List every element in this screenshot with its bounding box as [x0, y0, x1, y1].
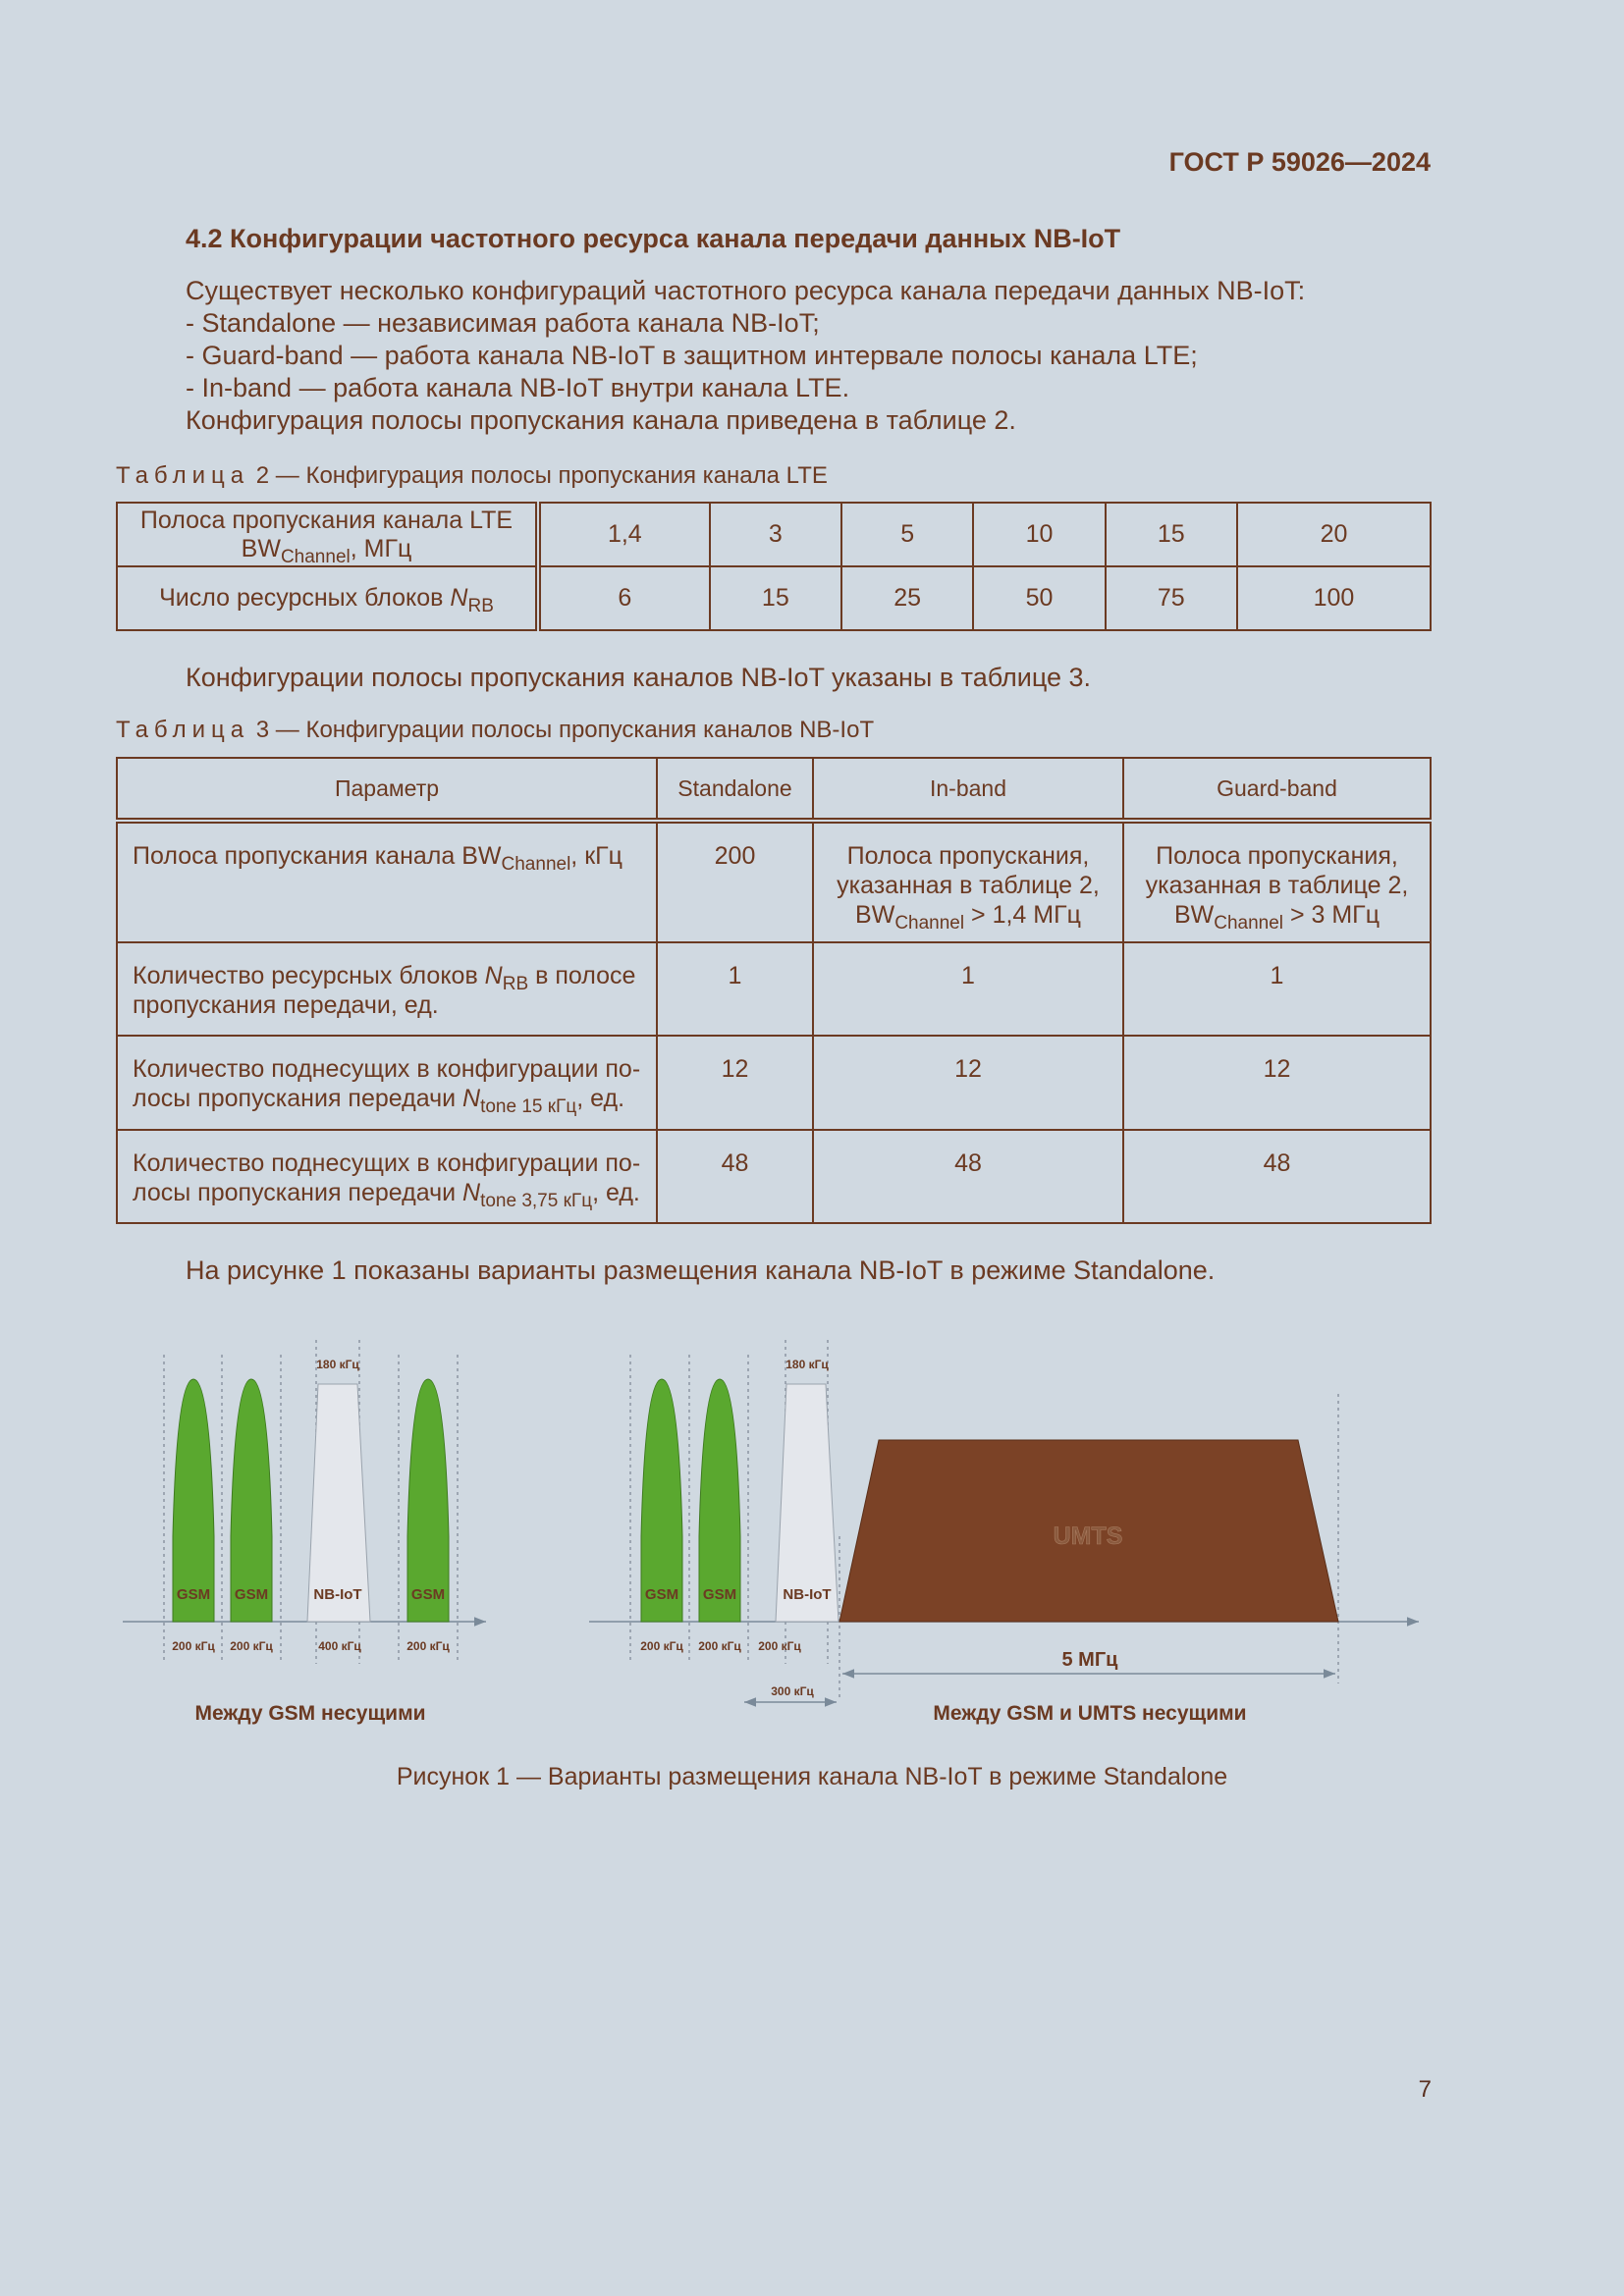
- page-number: 7: [1418, 2076, 1432, 2103]
- table2-cell: 25: [841, 566, 973, 630]
- table2-cell: 3: [710, 503, 841, 566]
- table2-cell: 15: [710, 566, 841, 630]
- table2-cell: 20: [1237, 503, 1431, 566]
- gsm-label: GSM: [234, 1586, 269, 1603]
- table2-cell: 75: [1106, 566, 1237, 630]
- spacing-300-label: 300 кГц: [771, 1684, 814, 1698]
- table3-cell: 1: [657, 942, 813, 1036]
- table-row: [117, 821, 1431, 942]
- umts-label: UMTS: [1053, 1522, 1123, 1550]
- list-item-guard-band: - Guard-band — работа канала NB-IoT в защитном интервале полосы канала LTE;: [186, 341, 1198, 370]
- table2: [116, 502, 1432, 631]
- left-panel: [123, 1340, 486, 1725]
- gsm-carrier-2: [231, 1379, 272, 1622]
- table3-cell: 12: [1123, 1036, 1431, 1130]
- bandwidth-180-label: 180 кГц: [785, 1358, 829, 1371]
- list-item-in-band: - In-band — работа канала NB-IoT внутри канала LTE.: [186, 373, 850, 402]
- gsm-label: GSM: [410, 1586, 446, 1603]
- table2-row1-label: Полоса пропускания канала LTE $BW_{Channel}$, МГц: [117, 503, 538, 566]
- nbiot-label: NB-IoT: [313, 1586, 362, 1603]
- table2-cell: 15: [1106, 503, 1237, 566]
- table3-cell: Полоса пропускания, указанная в таблице 2, $BW_{Channel} > 1,4$ МГц: [813, 821, 1123, 942]
- table3-header-guardband: Guard-band: [1123, 758, 1431, 821]
- table3-cell: 12: [657, 1036, 813, 1130]
- spacing-200-label: 200 кГц: [230, 1639, 273, 1653]
- figure1-reference: На рисунке 1 показаны варианты размещения канала NB-IoT в режиме Standalone.: [186, 1255, 1216, 1285]
- gsm-label: GSM: [644, 1586, 679, 1603]
- table2-cell: 100: [1237, 566, 1431, 630]
- table3: [116, 757, 1432, 1224]
- table3-caption-word: Таблица: [116, 717, 250, 743]
- figure1-caption: Рисунок 1 — Варианты размещения канала NB-IoT в режиме Standalone: [396, 1763, 1228, 1790]
- table2-cell: 10: [973, 503, 1105, 566]
- spacing-200-label: 200 кГц: [640, 1639, 683, 1653]
- table-row: [117, 942, 1431, 1036]
- bandwidth-180-label: 180 кГц: [316, 1358, 359, 1371]
- table3-row2-label: Количество ресурсных блоков $N_{RB}$ в полосе пропускания передачи, ед.: [117, 942, 657, 1036]
- table2-caption-word: Таблица: [116, 462, 250, 489]
- figure1-diagram: [108, 1340, 1483, 1733]
- table-row: [117, 1036, 1431, 1130]
- gsm-carrier-3: [407, 1379, 449, 1622]
- table3-header-inband: In-band: [813, 758, 1123, 821]
- table2-cell: 5: [841, 503, 973, 566]
- table3-cell: 48: [1123, 1130, 1431, 1223]
- gsm-carrier-1: [641, 1379, 682, 1622]
- table2-caption: [116, 462, 828, 490]
- gsm-label: GSM: [702, 1586, 737, 1603]
- table2-cell: 50: [973, 566, 1105, 630]
- table-header-row: [117, 758, 1431, 821]
- right-panel-title: Между GSM и UMTS несущими: [933, 1702, 1247, 1725]
- left-panel-title: Между GSM несущими: [194, 1702, 426, 1725]
- table3-cell: 1: [813, 942, 1123, 1036]
- intro-text: Существует несколько конфигураций частотного ресурса канала передачи данных NB-IoT:: [186, 276, 1306, 305]
- table3-cell: 12: [813, 1036, 1123, 1130]
- spacing-200-label: 200 кГц: [698, 1639, 741, 1653]
- table2-reference: Конфигурация полосы пропускания канала приведена в таблице 2.: [186, 405, 1016, 435]
- gsm-carrier-1: [173, 1379, 214, 1622]
- gsm-label: GSM: [176, 1586, 211, 1603]
- table2-caption-text: 2 — Конфигурация полосы пропускания канала LTE: [255, 462, 828, 489]
- gsm-carrier-2: [699, 1379, 740, 1622]
- table3-cell: 48: [813, 1130, 1123, 1223]
- spacing-200-label: 200 кГц: [406, 1639, 450, 1653]
- table3-caption: [116, 717, 874, 744]
- table3-row1-label: Полоса пропускания канала $BW_{Channel}$, кГц: [117, 821, 657, 942]
- table3-header-standalone: Standalone: [657, 758, 813, 821]
- table3-cell: 200: [657, 821, 813, 942]
- nbiot-label: NB-IoT: [783, 1586, 832, 1603]
- standard-number: ГОСТ Р 59026—2024: [1168, 147, 1431, 177]
- spacing-200-label: 200 кГц: [758, 1639, 801, 1653]
- table3-caption-text: 3 — Конфигурации полосы пропускания каналов NB-IoT: [255, 717, 875, 743]
- table3-cell: 1: [1123, 942, 1431, 1036]
- table3-reference: Конфигурации полосы пропускания каналов NB-IoT указаны в таблице 3.: [186, 663, 1092, 692]
- table-row: [117, 503, 1431, 566]
- table-row: [117, 566, 1431, 630]
- right-panel: [589, 1340, 1419, 1725]
- table-row: [117, 1130, 1431, 1223]
- umts-bandwidth-label: 5 МГц: [1061, 1649, 1118, 1671]
- spacing-200-label: 200 кГц: [172, 1639, 215, 1653]
- spacing-400-label: 400 кГц: [318, 1639, 361, 1653]
- section-heading: 4.2 Конфигурации частотного ресурса канала передачи данных NB-IoT: [186, 224, 1121, 253]
- table2-cell: 1,4: [538, 503, 710, 566]
- table3-cell: 48: [657, 1130, 813, 1223]
- table3-cell: Полоса пропускания, указанная в таблице 2, $BW_{Channel} > 3$ МГц: [1123, 821, 1431, 942]
- table3-row3-label: Количество поднесущих в конфигурации по- лосы пропускания передачи $N_{tone 15 кГц}$, ед.: [117, 1036, 657, 1130]
- table3-row4-label: Количество поднесущих в конфигурации по- лосы пропускания передачи $N_{tone 3,75 кГц}$, ед.: [117, 1130, 657, 1223]
- table2-cell: 6: [538, 566, 710, 630]
- table3-header-param: Параметр: [117, 758, 657, 821]
- table2-row2-label: Число ресурсных блоков $N_{RB}$: [117, 566, 538, 630]
- list-item-standalone: - Standalone — независимая работа канала NB-IoT;: [186, 308, 820, 338]
